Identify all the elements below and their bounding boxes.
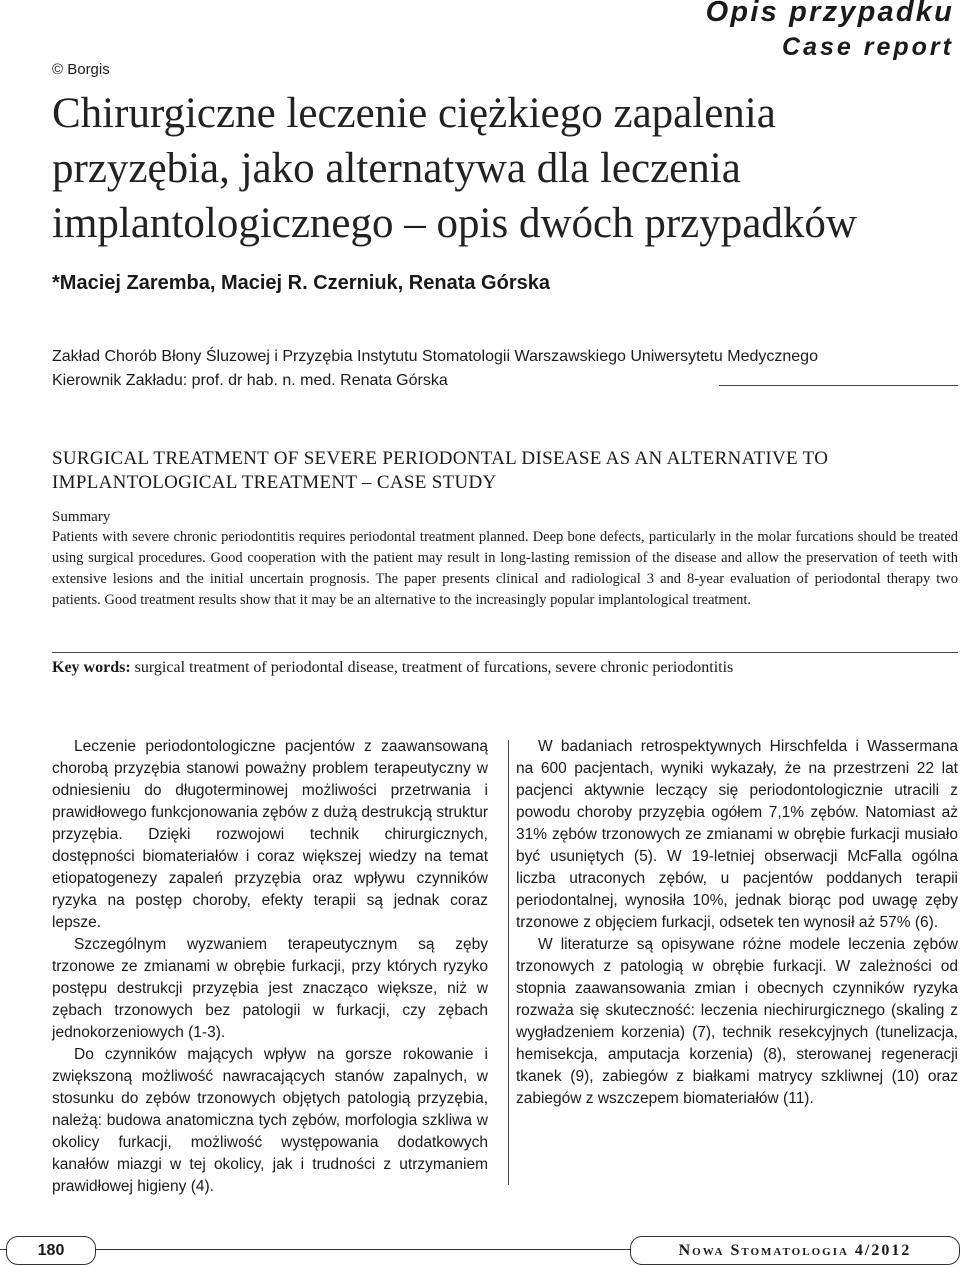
article-title: Chirurgiczne leczenie ciężkiego zapalenia przyzębia, jako alternatywa dla leczenia implantologicznego – opis dwóch przypadków xyxy=(52,90,857,247)
paragraph: W literaturze są opisywane różne modele leczenia zębów trzonowych z patologią w obrębie furkacji. W zależności od stopnia zaawansowania zmian i obecnych czynników ryzyka rozważa się skuteczność: leczenia niechirurgicznego (skaling z wygładzeniem korzenia) (7), technik resekcyjnych (tunelizacja, hemisekcja, amputacja korzenia) (8), sterowanej regeneracji tkanek (9), zabiegów z białkami matrycy szkliwnej (10) oraz zabiegów z wszczepem biomateriałów (11). xyxy=(516,936,958,1107)
section-label-english: Case report xyxy=(782,33,954,61)
paragraph: Szczególnym wyzwaniem terapeutycznym są zęby trzonowe ze zmianami w obrębie furkacji, przy których ryzyko postępu destrukcji przyzębia jest znacząco większe, niż w zębach trzonowych bez patologii w furkacji, czy zębach jednokorzeniowych (1-3). xyxy=(52,936,488,1041)
english-title: SURGICAL TREATMENT OF SEVERE PERIODONTAL DISEASE AS AN ALTERNATIVE TO IMPLANTOLOGICAL TREATMENT – CASE STUDY xyxy=(52,448,829,493)
summary-heading: Summary xyxy=(52,509,111,525)
body-column-left xyxy=(52,736,488,1198)
divider xyxy=(719,385,958,386)
column-divider xyxy=(508,740,509,1185)
publisher-label: © Borgis xyxy=(52,61,110,78)
section-label-polish: Opis przypadku xyxy=(705,0,954,28)
keywords-text: surgical treatment of periodontal disease, treatment of furcations, severe chronic periodontitis xyxy=(134,659,734,676)
authors: *Maciej Zaremba, Maciej R. Czerniuk, Renata Górska xyxy=(52,272,550,294)
paragraph: W badaniach retrospektywnych Hirschfelda i Wassermana na 600 pacjentach, wyniki wykazały, że na przestrzeni 22 lat pacjenci aktywnie leczący się periodontologicznie utracili z powodu choroby przyzębia ogółem 7,1% zębów. Natomiast aż 31% zębów trzonowych ze zmianami w obrębie furkacji musiało być usuniętych (5). W 19-letniej obserwacji McFalla ogólna liczba utraconych zębów, u pacjentów poddanych terapii periodontalnej, wynosiła 10%, jednak biorąc pod uwagę zęby trzonowe z objęciem furkacji, odsetek ten wynosił aż 57% (6). xyxy=(516,738,958,931)
keywords-label: Key words: xyxy=(52,659,131,676)
divider xyxy=(52,652,958,653)
journal-name: Nowa Stomatologia 4/2012 xyxy=(630,1236,960,1265)
paragraph: Do czynników mających wpływ na gorsze rokowanie i zwiększoną możliwość nawracających stanów zapalnych, w stosunku do zębów trzonowych objętych patologią przyzębia, należą: budowa anatomiczna tych zębów, morfologia szkliwa w okolicy furkacji, możliwość występowania dodatkowych kanałów miazgi w tej okolicy, jak i trudności z utrzymaniem prawidłowej higieny (4). xyxy=(52,1046,488,1195)
paragraph: Leczenie periodontologiczne pacjentów z zaawansowaną chorobą przyzębia stanowi poważny problem terapeutyczny w odniesieniu do długoterminowej możliwości przetrwania i prawidłowego funkcjonowania zębów z dużą destrukcją struktur przyzębia. Dzięki rozwojowi technik chirurgicznych, dostępności biomateriałów i coraz większej wiedzy na temat etiopatogenezy zapaleń przyzębia oraz wpływu czynników ryzyka na postęp choroby, efekty terapii są jednak coraz lepsze. xyxy=(52,738,488,931)
page-number: 180 xyxy=(6,1236,96,1265)
keywords xyxy=(52,659,958,677)
body-column-right xyxy=(516,736,958,1110)
summary-text: Patients with severe chronic periodontitis requires periodontal treatment planned. Deep bone defects, particularly in the molar furcations should be treated using surgical procedures. Good cooperation with the patient may result in long-lasting remission of the disease and allow the preservation of teeth with extensive lesions and the initial uncertain prognosis. The paper presents clinical and radiological 3 and 8-year evaluation of periodontal therapy two patients. Good treatment results show that it may be an alternative to the increasingly popular implantological treatment. xyxy=(52,529,958,608)
affiliation: Zakład Chorób Błony Śluzowej i Przyzębia Instytutu Stomatologii Warszawskiego Uniwersytetu Medycznego Kierownik Zakładu: prof. dr hab. n. med. Renata Górska xyxy=(52,348,818,389)
